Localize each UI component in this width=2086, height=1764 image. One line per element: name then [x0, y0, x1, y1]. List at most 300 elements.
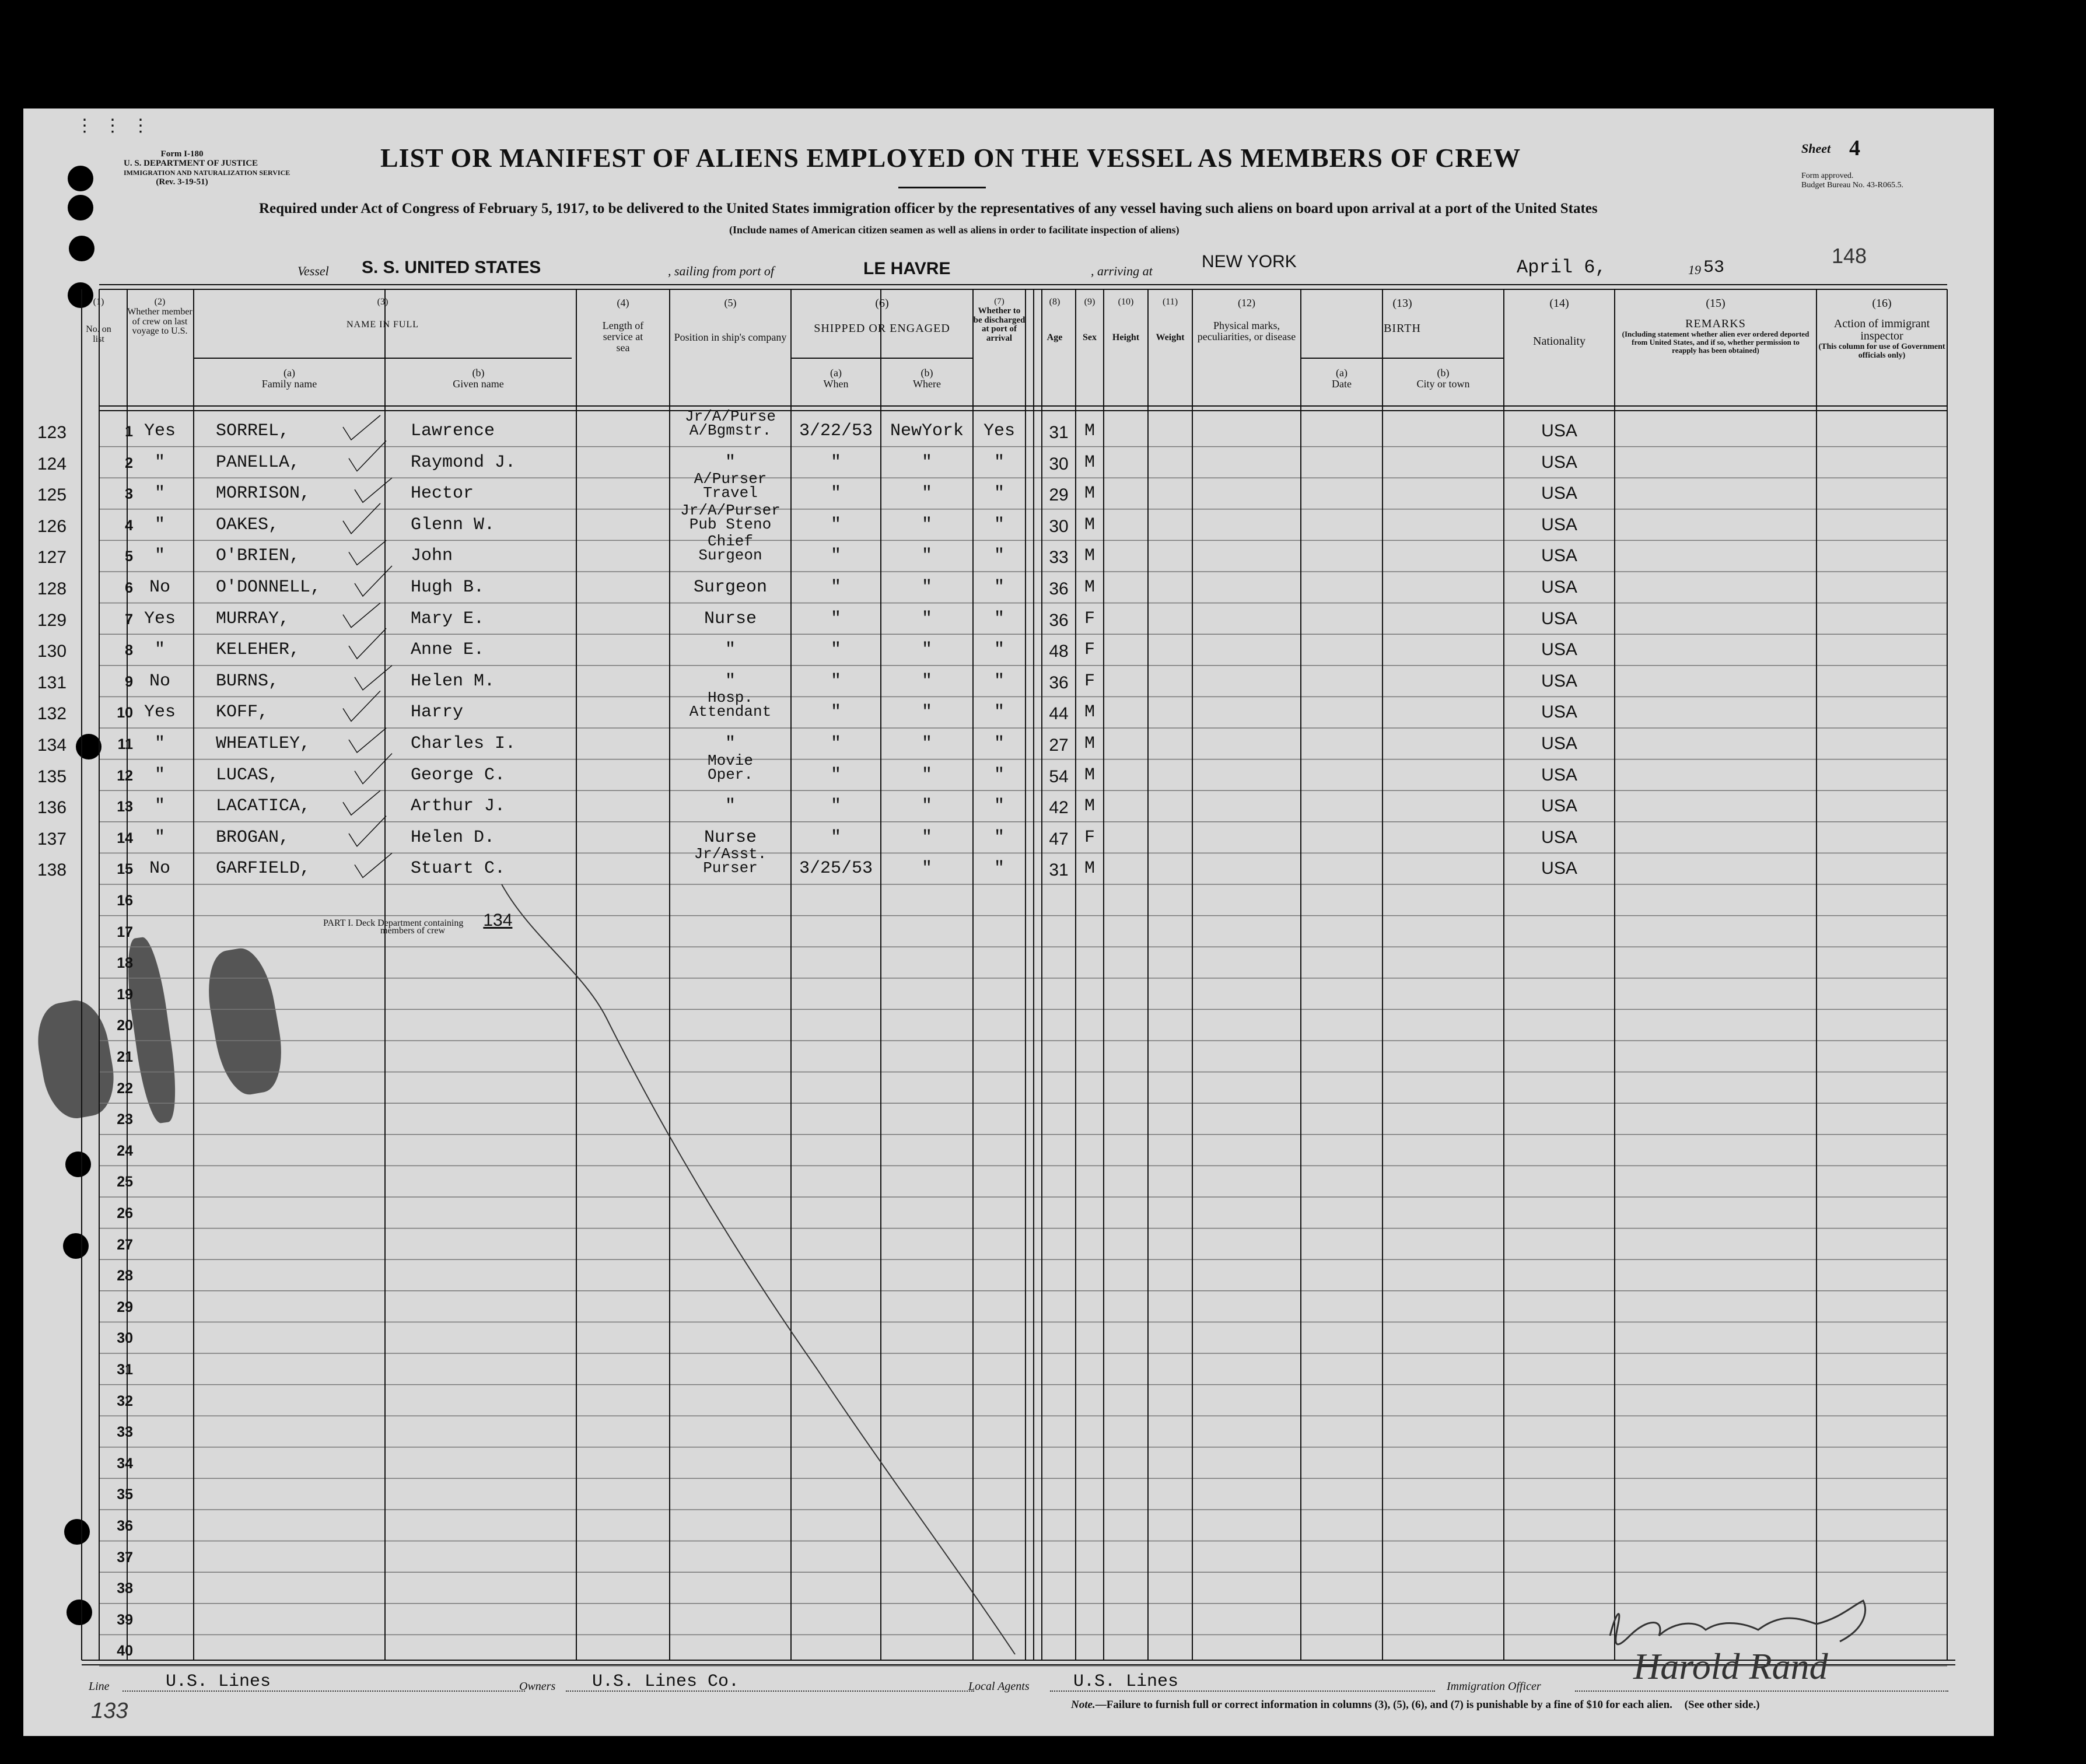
cell-family: O'BRIEN,: [216, 546, 300, 566]
col-11-header: [1148, 298, 1192, 343]
cell-age: 42: [1049, 798, 1069, 818]
col-14-label: Nationality: [1533, 335, 1586, 348]
col-6a-num: (a): [830, 367, 842, 379]
col-10-label: Height: [1112, 332, 1140, 342]
col-3a-header: [194, 368, 385, 390]
cell-age: 44: [1049, 704, 1069, 724]
cell-pos1: Movie: [707, 751, 753, 769]
cell-where: NewYork: [890, 421, 964, 441]
cell-family: LACATICA,: [216, 796, 311, 817]
col-13b-label: City or town: [1416, 377, 1470, 390]
col-6a-label: When: [823, 377, 849, 390]
cell-ref: 126: [37, 516, 67, 536]
page-stamp: 148: [1832, 244, 1867, 268]
cell-given: Glenn W.: [411, 514, 495, 535]
line-value: U.S. Lines: [166, 1672, 271, 1692]
cell-ref: 137: [37, 829, 67, 849]
table-row: [23, 1572, 1994, 1603]
row-number: 10: [117, 705, 133, 722]
cell-sex: M: [1084, 702, 1095, 723]
col-10-num: (10): [1118, 297, 1134, 307]
table-row: [23, 884, 1994, 915]
cell-ref: 129: [37, 610, 67, 630]
col-5-num: (5): [724, 297, 737, 309]
row-number: 9: [125, 673, 133, 690]
cell-prev: Yes: [144, 608, 176, 629]
col-15-note: (Including statement whether alien ever ordered deported from United States, and if so, whether permission to reapply has been obtained): [1622, 330, 1810, 355]
cell-when: 3/25/53: [799, 859, 873, 879]
col-6-label: SHIPPED OR ENGAGED: [814, 322, 950, 335]
cell-when: ": [830, 765, 841, 785]
cell-disc: ": [993, 608, 1005, 629]
col-8-num: (8): [1049, 297, 1060, 307]
cell-family: WHEATLEY,: [216, 734, 311, 754]
cell-prev: ": [154, 452, 165, 473]
owners-value: U.S. Lines Co.: [592, 1672, 740, 1692]
row-number: 20: [117, 1017, 133, 1034]
table-row: [23, 1478, 1994, 1509]
table-row: [23, 1353, 1994, 1384]
cell-where: ": [921, 578, 932, 597]
cell-family: LUCAS,: [216, 765, 279, 785]
row-number: 16: [117, 892, 133, 909]
cell-prev: ": [154, 796, 165, 817]
cell-prev: Yes: [144, 702, 176, 723]
cell-pos1: Jr/Asst.: [694, 845, 767, 863]
cell-given: Helen D.: [411, 827, 495, 848]
table-row: [23, 1510, 1994, 1541]
cell-ref: 124: [37, 454, 67, 474]
col-3a-num: (a): [284, 367, 295, 379]
col-6-num: (6): [875, 297, 889, 310]
table-row: [23, 1322, 1994, 1353]
cell-disc: ": [993, 546, 1005, 566]
row-number: 35: [117, 1486, 133, 1503]
cell-sex: M: [1084, 421, 1095, 441]
cell-age: 36: [1049, 579, 1069, 598]
cell-nat: USA: [1541, 671, 1577, 691]
col-4-header: [576, 298, 670, 354]
col-1-label: No. on list: [86, 324, 111, 344]
vessel-name: S. S. UNITED STATES: [362, 258, 541, 277]
cell-family: PANELLA,: [216, 452, 300, 473]
col-7-header: [973, 298, 1026, 344]
sheet-number: 4: [1849, 136, 1860, 160]
form-number: Form I-180: [160, 149, 204, 159]
row-number: 6: [125, 580, 133, 596]
row-number: 23: [117, 1111, 133, 1128]
cell-pos2: Nurse: [704, 827, 757, 848]
cell-given: Lawrence: [411, 421, 495, 441]
row-number: 5: [125, 548, 133, 565]
row-number: 15: [117, 861, 133, 878]
agents-value: U.S. Lines: [1073, 1672, 1179, 1692]
cell-ref: 136: [37, 798, 67, 818]
table-row: [23, 845, 1994, 884]
cell-pos1: Jr/A/Purse: [684, 408, 776, 425]
cell-family: KELEHER,: [216, 640, 300, 660]
cell-when: ": [830, 608, 841, 629]
row-number: 3: [125, 486, 133, 503]
row-number: 4: [125, 517, 133, 534]
col-13b-header: [1382, 368, 1504, 390]
vessel-label: Vessel: [298, 264, 329, 278]
col-16-note: (This column for use of Government officials only): [1818, 342, 1945, 360]
cell-given: Helen M.: [411, 671, 495, 691]
cell-prev: ": [154, 640, 165, 660]
cell-family: BURNS,: [216, 671, 279, 691]
table-row: [23, 1009, 1994, 1040]
row-number: 18: [117, 955, 133, 972]
col-9-label: Sex: [1083, 332, 1097, 342]
row-number: 13: [117, 799, 133, 816]
sheet-label: Sheet: [1801, 141, 1831, 156]
col-14-num: (14): [1549, 297, 1569, 310]
officer-label: Immigration Officer: [1447, 1680, 1541, 1693]
cell-nat: USA: [1541, 859, 1577, 878]
cell-pos1: Chief: [707, 533, 753, 551]
cell-where: ": [921, 859, 932, 879]
table-row: [23, 916, 1994, 947]
cell-ref: 130: [37, 642, 67, 662]
cell-pos2: Oper.: [707, 765, 753, 783]
table-row: [23, 751, 1994, 790]
note-text: —Failure to furnish full or correct information in columns (3), (5), (6), and (7) is punishable by a fine of $10 for each alien.: [1095, 1699, 1672, 1711]
row-number: 25: [117, 1174, 133, 1191]
cell-given: Hugh B.: [411, 578, 485, 597]
cell-nat: USA: [1541, 421, 1577, 440]
cell-prev: No: [149, 859, 170, 879]
cell-disc: ": [993, 827, 1005, 848]
cell-sex: M: [1084, 765, 1095, 785]
cell-where: ": [921, 671, 932, 691]
col-15-num: (15): [1706, 297, 1726, 310]
cell-nat: USA: [1541, 452, 1577, 472]
row-number: 2: [125, 454, 133, 471]
row-number: 31: [117, 1362, 133, 1378]
cell-prev: No: [149, 578, 170, 597]
col-3-label: NAME IN FULL: [346, 319, 419, 330]
cell-ref: 135: [37, 766, 67, 786]
col-14-header: [1504, 298, 1615, 348]
cell-age: 30: [1049, 454, 1069, 474]
cell-where: ": [921, 796, 932, 817]
col-13a-header: [1301, 368, 1382, 390]
cell-family: BROGAN,: [216, 827, 290, 848]
table-row: [23, 470, 1994, 509]
cell-when: ": [830, 484, 841, 504]
table-row: [23, 1041, 1994, 1072]
line-rule: [123, 1690, 525, 1692]
cell-disc: ": [993, 765, 1005, 785]
cell-age: 54: [1049, 766, 1069, 786]
cell-nat: USA: [1541, 765, 1577, 785]
owners-label: Owners: [519, 1680, 556, 1693]
col-16-label: Action of immigrant inspector: [1833, 317, 1930, 342]
table-row: [23, 1447, 1994, 1478]
col-6a-header: [791, 368, 881, 390]
table-row: [23, 634, 1994, 665]
cell-nat: USA: [1541, 827, 1577, 847]
owners-rule: [566, 1690, 974, 1692]
col-8-header: [1034, 298, 1076, 343]
table-row: [23, 978, 1994, 1009]
cell-when: ": [830, 702, 841, 723]
table-row: [23, 1604, 1994, 1634]
cell-ref: 123: [37, 423, 67, 442]
cell-given: John: [411, 546, 453, 566]
col-13a-label: Date: [1332, 377, 1352, 390]
col-9-num: (9): [1084, 297, 1096, 307]
part-note-line1: PART I. Deck Department containing: [323, 918, 464, 928]
cell-where: ": [921, 484, 932, 504]
col-9-header: [1076, 298, 1104, 343]
cell-age: 48: [1049, 642, 1069, 662]
cell-pos2: A/Bgmstr.: [689, 422, 772, 439]
col-5-label: Position in ship's company: [674, 331, 787, 343]
cell-given: George C.: [411, 765, 506, 785]
cell-sex: M: [1084, 859, 1095, 879]
row-number: 40: [117, 1643, 133, 1660]
cell-disc: ": [993, 734, 1005, 754]
cell-pos1: A/Purser: [694, 470, 767, 488]
col-8-label: Age: [1046, 332, 1063, 342]
cell-where: ": [921, 734, 932, 754]
cell-when: ": [830, 640, 841, 660]
cell-disc: ": [993, 578, 1005, 597]
cell-nat: USA: [1541, 640, 1577, 660]
arriving-label: , arriving at: [1091, 264, 1153, 278]
table-row: [23, 1166, 1994, 1196]
cell-given: Charles I.: [411, 734, 516, 754]
cell-family: O'DONNELL,: [216, 578, 321, 597]
row-number: 1: [125, 424, 133, 440]
col-3b-label: Given name: [453, 377, 504, 390]
year-prefix: 19: [1688, 262, 1701, 277]
cell-nat: USA: [1541, 484, 1577, 503]
agents-rule: [1050, 1690, 1435, 1692]
row-number: 34: [117, 1455, 133, 1472]
cell-given: Harry: [411, 702, 464, 723]
budget-bureau: Budget Bureau No. 43-R065.5.: [1801, 181, 1903, 190]
subnote: (Include names of American citizen seamen as well as aliens in order to facilitate inspection of aliens): [729, 224, 1180, 236]
row-number: 17: [117, 923, 133, 940]
col-6b-header: [881, 368, 973, 390]
row-number: 33: [117, 1424, 133, 1441]
row-number: 26: [117, 1205, 133, 1222]
col-3-header: [194, 298, 572, 330]
table-row: [23, 1228, 1994, 1259]
cell-disc: ": [993, 452, 1005, 473]
cell-ref: 132: [37, 704, 67, 724]
cell-when: ": [830, 796, 841, 817]
cell-age: 31: [1049, 423, 1069, 442]
cell-given: Hector: [411, 484, 474, 504]
sailing-label: , sailing from port of: [668, 264, 774, 278]
cell-given: Stuart C.: [411, 859, 506, 879]
cell-pos2: ": [724, 640, 736, 660]
cell-when: ": [830, 514, 841, 535]
cell-disc: ": [993, 702, 1005, 723]
cell-age: 36: [1049, 610, 1069, 630]
cell-pos2: ": [724, 452, 736, 473]
cell-nat: USA: [1541, 608, 1577, 628]
cell-sex: M: [1084, 796, 1095, 817]
col-4-label: Length of service at sea: [602, 319, 644, 354]
cell-family: KOFF,: [216, 702, 269, 723]
col-16-num: (16): [1872, 297, 1892, 310]
cell-pos2: Surgeon: [698, 547, 762, 565]
cell-given: Mary E.: [411, 608, 485, 629]
col-10-header: [1104, 298, 1148, 343]
agents-label: Local Agents: [968, 1680, 1030, 1693]
cell-where: ": [921, 452, 932, 473]
cell-disc: ": [993, 640, 1005, 660]
table-row: [23, 728, 1994, 759]
service: IMMIGRATION AND NATURALIZATION SERVICE: [124, 169, 290, 177]
cell-pos2: ": [724, 796, 736, 817]
col-3-num: (3): [377, 297, 388, 307]
line-label: Line: [89, 1680, 110, 1693]
col-15-label: REMARKS: [1685, 317, 1746, 330]
cell-where: ": [921, 765, 932, 785]
cell-disc: ": [993, 514, 1005, 535]
cell-sex: M: [1084, 484, 1095, 504]
table-row: [23, 1135, 1994, 1166]
cell-prev: ": [154, 734, 165, 754]
col-13-label: BIRTH: [1384, 322, 1421, 335]
row-number: 8: [125, 642, 133, 659]
cell-prev: ": [154, 765, 165, 785]
row-number: 29: [117, 1298, 133, 1315]
cell-given: Anne E.: [411, 640, 485, 660]
row-number: 28: [117, 1268, 133, 1284]
cell-prev: ": [154, 484, 165, 504]
subtitle: Required under Act of Congress of February 5, 1917, to be delivered to the United States immigration officer by the representatives of any vessel having such aliens on board upon arrival at a port of the United States: [259, 201, 1598, 216]
cell-nat: USA: [1541, 796, 1577, 816]
cell-pos2: Attendant: [689, 703, 772, 721]
sailing-port: LE HAVRE: [863, 259, 951, 278]
cell-given: Arthur J.: [411, 796, 506, 817]
cell-age: 31: [1049, 860, 1069, 880]
table-row: [23, 1416, 1994, 1447]
cell-disc: ": [993, 484, 1005, 504]
arriving-port: NEW YORK: [1202, 252, 1297, 271]
cell-when: ": [830, 452, 841, 473]
corner-marks: ⋮ ⋮ ⋮: [76, 117, 150, 137]
revision: (Rev. 3-19-51): [156, 177, 208, 187]
cell-nat: USA: [1541, 702, 1577, 722]
col-12-label: Physical marks, peculiarities, or disease: [1197, 319, 1296, 342]
cell-sex: M: [1084, 514, 1095, 535]
col-3a-label: Family name: [261, 377, 317, 390]
cell-family: MURRAY,: [216, 608, 290, 629]
cell-pos2: Purser: [703, 859, 758, 877]
col-11-label: Weight: [1156, 332, 1185, 342]
col-6b-label: Where: [913, 377, 941, 390]
cell-prev: No: [149, 671, 170, 691]
bottom-stamp: 133: [91, 1699, 128, 1723]
part-note-line2: members of crew: [380, 926, 446, 936]
row-number: 39: [117, 1611, 133, 1628]
cell-pos2: Nurse: [704, 608, 757, 629]
cell-pos2: Pub Steno: [689, 515, 772, 533]
col-2-num: (2): [154, 297, 166, 307]
cell-age: 36: [1049, 673, 1069, 692]
cell-pos1: Jr/A/Purser: [680, 501, 780, 519]
table-row: [23, 1259, 1994, 1290]
table-row: [23, 1197, 1994, 1228]
cell-age: 27: [1049, 736, 1069, 755]
col-3b-header: [385, 368, 572, 390]
row-number: 30: [117, 1330, 133, 1347]
cell-where: ": [921, 640, 932, 660]
col-6b-num: (b): [921, 367, 933, 379]
cell-given: Raymond J.: [411, 452, 516, 473]
arrival-date: April 6,: [1517, 257, 1606, 278]
col-3b-num: (b): [472, 367, 485, 379]
table-row: [23, 447, 1994, 478]
cell-pos1: Hosp.: [707, 689, 753, 707]
col-15-header: [1615, 298, 1817, 355]
cell-sex: M: [1084, 546, 1095, 566]
cell-sex: M: [1084, 734, 1095, 754]
row-number: 11: [117, 736, 133, 752]
department: U. S. DEPARTMENT OF JUSTICE: [124, 159, 258, 168]
cell-when: ": [830, 671, 841, 691]
cell-age: 30: [1049, 516, 1069, 536]
cell-nat: USA: [1541, 546, 1577, 566]
cell-family: SORREL,: [216, 421, 290, 441]
col-2-label: Whether member of crew on last voyage to U.S.: [127, 306, 192, 337]
cell-pos2: ": [724, 671, 736, 691]
table-row: [23, 603, 1994, 634]
cell-where: ": [921, 514, 932, 535]
cell-prev: ": [154, 514, 165, 535]
cell-ref: 125: [37, 485, 67, 505]
manifest-sheet: [23, 108, 1994, 1736]
table-row: [23, 1103, 1994, 1134]
col-13a-num: (a): [1336, 367, 1348, 379]
part-note-count: 134: [483, 911, 513, 930]
table-row: [23, 572, 1994, 603]
cell-nat: USA: [1541, 734, 1577, 753]
col-1-num: (1): [93, 297, 104, 307]
cell-when: ": [830, 546, 841, 566]
row-number: 36: [117, 1518, 133, 1534]
row-number: 32: [117, 1392, 133, 1409]
cell-sex: M: [1084, 452, 1095, 473]
table-row: [23, 1541, 1994, 1572]
cell-pos2: ": [724, 734, 736, 754]
row-number: 21: [117, 1049, 133, 1065]
officer-rule: [1575, 1690, 1948, 1692]
col-4-num: (4): [617, 297, 629, 309]
col-1-header: [84, 298, 113, 344]
table-row: [23, 689, 1994, 727]
cell-ref: 131: [37, 673, 67, 692]
cell-age: 33: [1049, 548, 1069, 568]
col-13-header: [1301, 298, 1504, 335]
row-number: 38: [117, 1580, 133, 1597]
table-row: [23, 666, 1994, 696]
col-2-header: [127, 298, 192, 337]
year-suffix: 53: [1703, 258, 1725, 278]
cell-ref: 127: [37, 548, 67, 568]
table-row: [23, 408, 1994, 446]
cell-nat: USA: [1541, 578, 1577, 597]
table-row: [23, 1291, 1994, 1322]
